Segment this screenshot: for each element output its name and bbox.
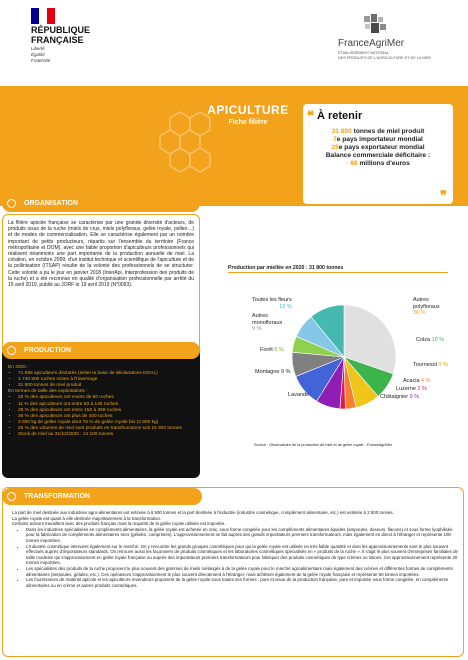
transformation-heading: TRANSFORMATION bbox=[24, 493, 90, 500]
list-item: • 1 740 600 ruches mises à l'hivernage bbox=[18, 377, 194, 383]
transformation-text bbox=[12, 510, 458, 588]
label-chat-name: Châtaignier bbox=[380, 394, 409, 400]
label-toutes-pct: 13 % bbox=[279, 303, 292, 310]
list-item: • 11 % des apiculteurs ont entre 50 à 149 ruches bbox=[18, 402, 194, 408]
retenir-balance-value: - 88 bbox=[346, 160, 358, 167]
label-mono-l1: Autres bbox=[252, 313, 268, 319]
label-toutes-name: Toutes les fleurs bbox=[252, 297, 292, 303]
transformation-p1: La part de miel destinée aux industries agro-alimentaires est estimée à 6 500 tonnes et la part destinée à l'industrie (industrie cosmétique, complément alimentaire, etc.) est estimée à 2 500 tonnes. bbox=[12, 510, 394, 515]
production-list bbox=[8, 371, 194, 389]
retenir-export-rank: 26 bbox=[331, 144, 339, 151]
page-title: APICULTURE bbox=[207, 103, 289, 117]
list-item: • 3 800 kg de gelée royale dont 76 % de gelée royale bio (2 900 kg) bbox=[18, 420, 194, 426]
label-foret-name: Forêt bbox=[260, 347, 273, 353]
production-text bbox=[8, 365, 194, 438]
retenir-import-rank: 7 bbox=[333, 136, 337, 143]
fam-sub-line2: DES PRODUITS DE L'AGRICULTURE ET DE LA MER bbox=[338, 56, 431, 60]
retenir-line5 bbox=[307, 160, 449, 168]
label-poly-l1: Autres bbox=[413, 297, 429, 303]
label-lavande-name: Lavande bbox=[288, 392, 310, 398]
transformation-icon bbox=[7, 492, 16, 501]
retenir-line2 bbox=[307, 136, 449, 144]
franceagrimer-subtitle bbox=[338, 51, 458, 61]
label-luzerne-name: Luzerne bbox=[396, 386, 416, 392]
label-autres-polyfloraux bbox=[413, 297, 440, 317]
label-colza-name: Colza bbox=[416, 337, 431, 343]
label-acacia bbox=[403, 378, 431, 385]
transformation-heading-pill bbox=[2, 488, 202, 505]
franceagrimer-logo-icon bbox=[362, 12, 392, 38]
label-colza bbox=[416, 337, 444, 344]
label-luzerne bbox=[396, 386, 427, 393]
organisation-icon bbox=[7, 199, 16, 208]
list-item: • 31 800 tonnes de miel produit bbox=[18, 383, 194, 389]
fam-sub-line1: ÉTABLISSEMENT NATIONAL bbox=[338, 51, 389, 55]
transformation-list bbox=[12, 527, 458, 589]
list-item: • 25 % des apiculteurs ont moins de 50 ruches bbox=[18, 395, 194, 401]
list-item: • Stock de miel au 31/12/2020 : 14 100 tonnes bbox=[18, 432, 194, 438]
rf-motto-egalite: Égalité bbox=[31, 52, 45, 57]
organisation-heading: ORGANISATION bbox=[24, 200, 78, 207]
retenir-honey-text: tonnes de miel produit bbox=[351, 128, 425, 135]
page-subtitle: Fiche filière bbox=[228, 119, 268, 126]
production-heading: PRODUCTION bbox=[24, 347, 72, 354]
label-lavande-pct: 12 % bbox=[310, 392, 324, 398]
list-item: • 28 % des apiculteurs ont entre 150 à 399 ruches bbox=[18, 408, 194, 414]
list-item: • 71 598 apiculteurs déclarés (selon la base de déclarations DGAL) bbox=[18, 371, 194, 377]
label-poly-pct: 36 % bbox=[413, 310, 426, 316]
production-sub-list bbox=[8, 395, 194, 419]
label-toutes-les-fleurs bbox=[252, 297, 292, 310]
retenir-import-text: e pays importateur mondial bbox=[336, 136, 423, 143]
list-item: • Les spécialistes des produits de la ruche proposent le plus souvent des gammes de miels mélangés à de la gelée royale pour le marché agroalimentaire mais également des crèmes et différentes formes de compléments alimentaires (ampoules, gélules, etc.). Ces opérateurs s'approvisionnent le plus souvent directement à l'étranger, mais achètent également de la gelée royale française et représente 60 tonnes importées. bbox=[26, 566, 458, 577]
a-retenir-box bbox=[303, 104, 453, 204]
list-item: • 25 % des volumes de miel sont produits en transhumance soit 15 300 tonnes bbox=[18, 426, 194, 432]
retenir-line4: Balance commerciale déficitaire : bbox=[325, 152, 431, 159]
label-mono-l2: monofloraux bbox=[252, 319, 283, 326]
production-icon bbox=[7, 346, 16, 355]
label-chataignier bbox=[380, 394, 419, 401]
label-montagne-name: Montagne bbox=[255, 369, 280, 375]
label-montagne-pct: 9 % bbox=[281, 369, 291, 375]
label-tournesol-pct: 9 % bbox=[438, 362, 448, 368]
label-poly-l2: polyfloraux bbox=[413, 303, 440, 310]
label-lavande bbox=[288, 392, 323, 399]
transformation-p2: La gelée royale est quant à elle destinée majoritairement à la transformation. bbox=[12, 515, 162, 521]
organisation-text: La filière apicole française se caractérise par une grande diversité d'acteurs, de produits issus de la ruche (miels de crus, miels polyfloraux, gelée royale, pollen…) et de modes de commercialisation. Elle se caractérise également par un nombre important de petits producteurs, répartis sur l'ensemble du territoire (France métropolitaine et DOM), avec une faible proportion d'apiculteurs professionnels qui réalisent néanmoins une part importante de la production annuelle de miel. La création, en octobre 2009, d'un institut technique et scientifique de l'apiculture et de la pollinisation (ITSAP) résulte de la volonté des professionnels de se structurer. Cette volonté a pu le jour en janvier 2018 (InterApi, Interprofession des produits de la ruche) et a été reconnue en qualité d'organisation professionnelle par arrêté du 15 avril 2019, publié au JORF le 19 avril 2019 (N°0093). bbox=[8, 220, 194, 289]
chart-title-underline bbox=[228, 272, 448, 273]
retenir-balance-text: millions d'euros bbox=[357, 160, 410, 167]
a-retenir-body bbox=[307, 128, 449, 168]
rf-name-line1: RÉPUBLIQUE bbox=[31, 25, 91, 35]
rf-motto bbox=[31, 46, 50, 64]
label-acacia-name: Acacia bbox=[403, 378, 420, 384]
list-item: • Dans les industries spécialisées en compléments alimentaires, la gelée royale est achetée en vrac, sous forme congelée pour les compléments alimentaires liquides (ampoules, doseurs, flacons) et sous forme lyophilisée pour la fabrication de compléments alimentaires secs (gélules, comprimés). L'approvisionnement se fait auprès des grands importateurs premiers transformateurs, mais également en direct à l'étranger et représente 100 tonnes importées. bbox=[26, 527, 458, 544]
apiculture-banner bbox=[0, 86, 468, 206]
label-autres-monofloraux bbox=[252, 313, 282, 333]
retenir-export-text: e pays exportateur mondial bbox=[338, 144, 425, 151]
rf-motto-liberte: Liberté bbox=[31, 46, 45, 51]
label-mono-pct: 9 % bbox=[252, 326, 262, 332]
list-item: • 36 % des apiculteurs ont plus de 400 ruches bbox=[18, 414, 194, 420]
label-montagne bbox=[255, 369, 290, 376]
rf-name-line2: FRANÇAISE bbox=[31, 35, 84, 45]
production-sub-heading: En termes de taille des exploitations : bbox=[8, 389, 88, 395]
retenir-honey-value: 31 800 bbox=[331, 128, 352, 135]
a-retenir-title: À retenir bbox=[317, 110, 363, 122]
organisation-heading-pill bbox=[2, 195, 200, 212]
chart-source: Source : Observatoire de la production de miel et de gelée royale - FranceAgriMer bbox=[254, 443, 393, 447]
retenir-line1 bbox=[307, 128, 449, 136]
production-tail-list bbox=[8, 420, 194, 438]
quote-open-icon: ❝ bbox=[307, 108, 314, 123]
rf-motto-fraternite: Fraternité bbox=[31, 58, 51, 63]
quote-close-icon: ❞ bbox=[440, 188, 447, 203]
label-tournesol bbox=[413, 362, 448, 369]
retenir-line3 bbox=[307, 144, 449, 152]
label-chat-pct: 9 % bbox=[409, 394, 420, 400]
label-tournesol-name: Tournesol bbox=[413, 362, 437, 368]
label-acacia-pct: 4 % bbox=[421, 378, 431, 384]
label-luzerne-pct: 2 % bbox=[417, 386, 427, 392]
label-foret bbox=[260, 347, 284, 354]
transformation-p3: Certains acteurs travaillent avec des produits français mais la majorité de la gelée royale utilisée est importée. bbox=[12, 521, 226, 527]
republique-francaise-name bbox=[31, 25, 90, 45]
production-heading-pill bbox=[2, 342, 200, 359]
list-item: • L'industrie cosmétique intervient également sur le marché. On y rencontre les grands groupes cosmétiques pour qui la gelée royale est utilisée en très faible quantité et dont les approvisionnements sont le plus souvent effectués auprès d'importateurs standards. On retrouve aussi les façonniers de produits cosmétiques et les laboratoires cosmétiques spécialisés en « produits de la ruche ». Il s'agit le plus souvent d'entreprises familiales de taille modeste qui s'approvisionnent en gelée royale française ou auprès des importateurs premiers transformateurs pour fabriquer des produits cosmétiques de type crèmes ou lotions. Cet approvisionnement représente 20 tonnes importées. bbox=[26, 544, 458, 566]
chart-title: Production par miellée en 2020 : 31 800 tonnes bbox=[228, 265, 344, 271]
label-foret-pct: 6 % bbox=[274, 347, 284, 353]
franceagrimer-name: FranceAgriMer bbox=[338, 38, 405, 49]
list-item: • Les fournisseurs de matériel apicole et les apiculteurs revendeurs proposent de la gelée royale sous toutes ses formes : pure et issue de la production française, pure et importée sous forme congelée, en compléments alimentaires ou en crème et autres produits cosmétiques. bbox=[26, 577, 458, 588]
republique-francaise-flag bbox=[31, 8, 55, 24]
label-colza-pct: 10 % bbox=[431, 337, 445, 343]
production-intro: En 2020 : bbox=[8, 365, 29, 370]
